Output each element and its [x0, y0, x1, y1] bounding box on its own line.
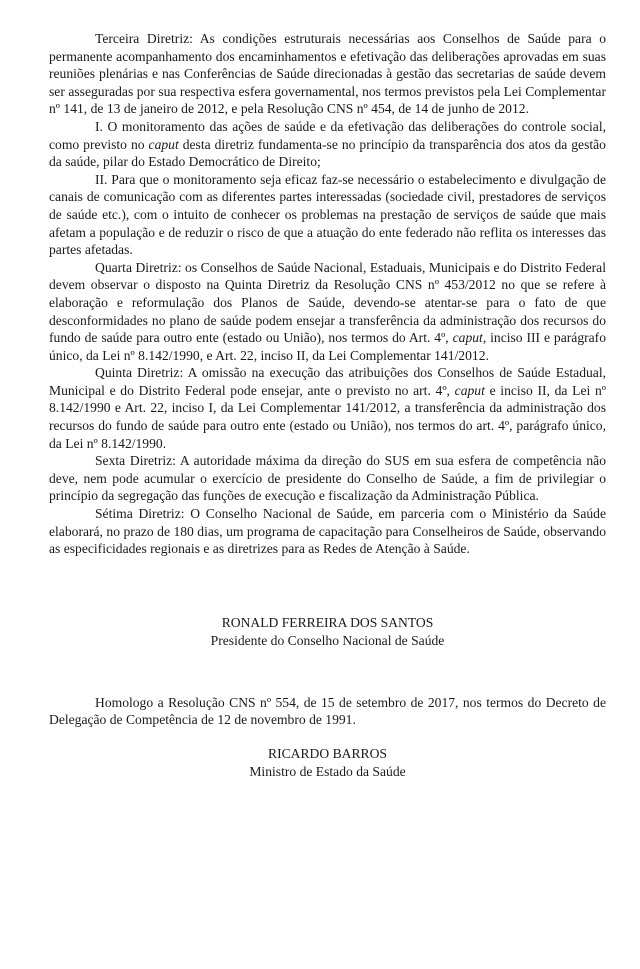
paragraph-item-ii: II. Para que o monitoramento seja eficaz faz-se necessário o estabelecimento e divulgação de canais de comunicação com as diferentes partes interessadas (sociedade civil, prestadores de serviços de saúde etc.), com o intuito de conhecer os problemas na prestação de serviços de saúde que mais afetam a população e de reduzir o risco de que a atuação do ente federado não reflita os interesses das partes afetadas.: [49, 171, 606, 258]
quarta-caput: caput: [452, 330, 483, 346]
quinta-caput: caput: [454, 382, 485, 398]
item-i-caput: caput: [148, 136, 179, 152]
quinta-text-end: e inciso II, da Lei nº 8.142/1990 e Art. 22, inciso I, da Lei Complementar 141/2012, a transferência da administração dos recursos do fundo de saúde para outro ente (estado ou União), nos termos do art. 4º, parágrafo único, da Lei nº 8.142/1990.: [49, 382, 606, 451]
signature-2-title: Ministro de Estado da Saúde: [249, 764, 406, 779]
paragraph-terceira-diretriz: Terceira Diretriz: As condições estruturais necessárias aos Conselhos de Saúde para o permanente acompanhamento dos encaminhamentos e efetivação das deliberações aprovadas em suas reuniões plenárias e nas Conferências de Saúde direcionadas à gestão das secretarias de saúde devem ser asseguradas por sua respectiva esfera governamental, nos termos previstos pela Lei Complementar nº 141, de 13 de janeiro de 2012, e pela Resolução CNS nº 454, de 14 de junho de 2012.: [49, 31, 606, 117]
quarta-text-end: , inciso III e parágrafo único, da Lei nº 8.142/1990, e Art. 22, inciso II, da Lei Complementar 141/2012.: [49, 330, 607, 363]
paragraph-item-i: [49, 118, 606, 171]
paragraph-sexta-diretriz: Sexta Diretriz: A autoridade máxima da direção do SUS em sua esfera de competência não deve, nem pode acumular o exercício de presidente do Conselho de Saúde, a fim de privilegiar o princípio da segregação das funções de execução e fiscalização da Administração Pública.: [49, 453, 606, 504]
quinta-text-start: Quinta Diretriz: A omissão na execução das atribuições dos Conselhos de Saúde Estadual, Municipal e do Distrito Federal pode ensejar, ante o previsto no art. 4º,: [49, 365, 606, 398]
signature-1-title: Presidente do Conselho Nacional de Saúde: [210, 632, 445, 648]
signature-2-name: RICARDO BARROS: [268, 746, 387, 761]
signature-1-name: RONALD FERREIRA DOS SANTOS: [221, 614, 434, 630]
paragraph-quarta-diretriz: [49, 259, 606, 365]
item-i-text-end: desta diretriz fundamenta-se no princípio da transparência dos atos da gestão da saúde, pilar do Estado Democrático de Direito;: [49, 136, 606, 170]
paragraph-setima-diretriz: Sétima Diretriz: O Conselho Nacional de Saúde, em parceria com o Ministério da Saúde elaborará, no prazo de 180 dias, um programa de capacitação para Conselheiros de Saúde, observando as especificidades regionais e as diretrizes para as Redes de Atenção à Saúde.: [49, 506, 606, 557]
quarta-text-start: Quarta Diretriz: os Conselhos de Saúde Nacional, Estaduais, Municipais e do Distrito Federal devem observar o disposto na Quinta Diretriz da Resolução CNS nº 453/2012 no que se refere à elaboração e reformulação dos Planos de Saúde, devendo-se atentar-se para o fato de que desconformidades no plano de saúde podem ensejar a transferência da administração dos recursos do fundo de saúde para outro ente (estado ou União), nos termos do Art. 4º,: [49, 259, 606, 346]
paragraph-quinta-diretriz: [49, 364, 606, 452]
item-i-text-start: I. O monitoramento das ações de saúde e da efetivação das deliberações do controle social, como previsto no: [49, 118, 606, 152]
paragraph-homologo: Homologo a Resolução CNS nº 554, de 15 de setembro de 2017, nos termos do Decreto de Delegação de Competência de 12 de novembro de 1991.: [49, 694, 606, 728]
